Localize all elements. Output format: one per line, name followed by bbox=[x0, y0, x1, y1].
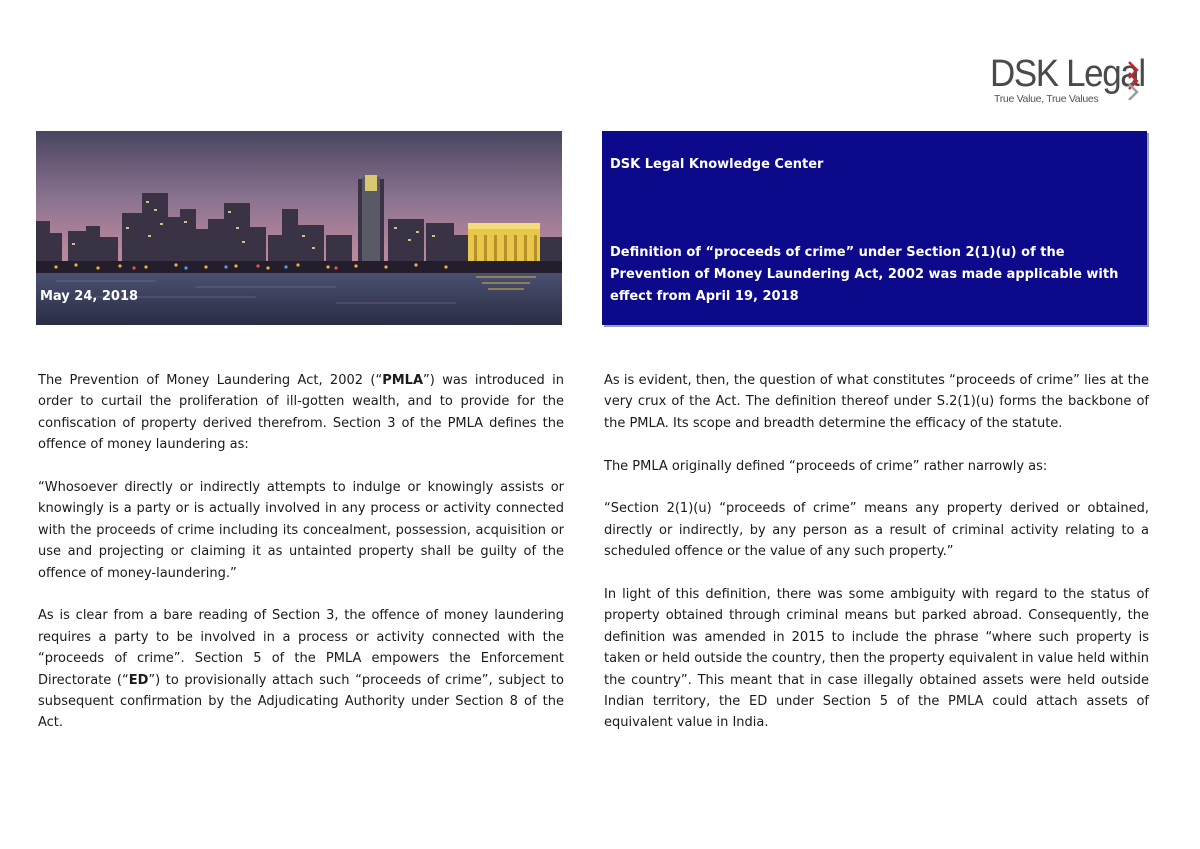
left-paragraph-2-quote: “Whosoever directly or indirectly attempts to indulge or knowingly assists or knowingly is a party or is actually involved in any process or activity connected with the proceeds of crime including its concealment, possession, acquisition or use and projecting or claiming it as untainted property shall be guilty of the offence of money-laundering.” bbox=[38, 480, 564, 581]
right-column bbox=[604, 370, 1149, 734]
text-run: ”) was introduced in order to curtail the proliferation of ill-gotten wealth, and to provide for the confiscation of property derived therefrom. Section 3 of the PMLA defines the offence of money laundering as: bbox=[38, 373, 564, 453]
defined-term-ed: ED bbox=[128, 672, 149, 688]
right-paragraph-4: In light of this definition, there was some ambiguity with regard to the status of property obtained through criminal means but parked abroad. Consequently, the definition was amended in 2015 to include the phrase “where such property is taken or held outside the country, then the property equivalent in value held within the country”. This meant that in case illegally obtained assets were held outside Indian territory, the ED under Section 5 of the PMLA could attach assets of equivalent value in India. bbox=[604, 587, 1149, 731]
chevron-right-icon bbox=[1126, 60, 1146, 100]
knowledge-center-label: DSK Legal Knowledge Center bbox=[610, 157, 824, 172]
left-paragraph-1 bbox=[38, 370, 564, 456]
text-run: As is clear from a bare reading of Section 3, the offence of money laundering requires a party to be involved in a process or activity connected with the “proceeds of crime”. Section 5 of the PMLA empowers the Enforcement Directorate (“ bbox=[38, 608, 564, 688]
text-run: The Prevention of Money Laundering Act, 2002 (“ bbox=[38, 373, 383, 388]
publication-date: May 24, 2018 bbox=[40, 289, 139, 304]
left-paragraph-3 bbox=[38, 605, 564, 733]
left-column bbox=[38, 370, 564, 734]
logo-tagline: True Value, True Values bbox=[994, 93, 1099, 105]
dsk-legal-logo bbox=[990, 54, 1160, 104]
right-paragraph-1: As is evident, then, the question of what constitutes “proceeds of crime” lies at the very crux of the Act. The definition thereof under S.2(1)(u) forms the backbone of the PMLA. Its scope and breadth determine the efficacy of the statute. bbox=[604, 373, 1149, 431]
right-paragraph-2: The PMLA originally defined “proceeds of crime” rather narrowly as: bbox=[604, 458, 1048, 474]
logo-wordmark: DSK Legal bbox=[990, 53, 1145, 95]
title-box bbox=[602, 131, 1147, 325]
defined-term-pmla: PMLA bbox=[382, 373, 424, 388]
right-paragraph-3-quote: “Section 2(1)(u) “proceeds of crime” means any property derived or obtained, directly or indirectly, by any person as a result of criminal activity relating to a scheduled offence or the value of any such property.” bbox=[604, 501, 1149, 560]
article-headline: Definition of “proceeds of crime” under Section 2(1)(u) of the Prevention of Money Laundering Act, 2002 was made applicable with effect from April 19, 2018 bbox=[610, 245, 1119, 304]
text-run: ”) to provisionally attach such “proceeds of crime”, subject to subsequent confirmation by the Adjudicating Authority under Section 8 of the Act. bbox=[38, 672, 564, 731]
skyline-photo bbox=[36, 131, 562, 325]
